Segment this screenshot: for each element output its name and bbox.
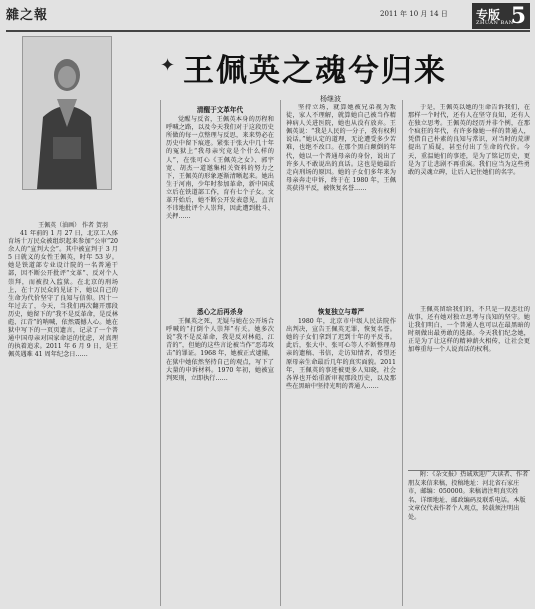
subheading: 恢复独立与尊严 bbox=[317, 308, 365, 316]
column-2 bbox=[166, 104, 274, 302]
byline: 杨继波 bbox=[320, 95, 341, 103]
section-sub: ZHUAN BAN bbox=[476, 20, 514, 26]
column-divider bbox=[280, 100, 281, 606]
column-3 bbox=[286, 104, 396, 302]
note-text: 附：《杂文报》热诚欢迎广大读者、作者朋友来信来稿，投稿地址：河北省石家庄市，邮编：050000。来稿请注明真实姓名、详细地址、邮政编码及联系电话。本版文章仅代表作者个人观点，转载须注明出处。 bbox=[408, 471, 529, 521]
column-4-lower bbox=[408, 306, 530, 466]
column-divider bbox=[402, 100, 403, 606]
column-2-lower bbox=[166, 306, 274, 606]
title-star-icon: ✦ bbox=[160, 55, 176, 76]
column-divider bbox=[160, 100, 161, 606]
paragraph: 王佩英留给我们的，不只是一段悲壮的故事，还有她对独立思考与良知的坚守。她让我们明白，一个普通人也可以在最黑暗的时刻做出最勇敢的选择。今天我们纪念她，正是为了让这样的精神薪火相传，让社会更加尊重每一个人说真话的权利。 bbox=[408, 306, 530, 354]
editor-note bbox=[408, 470, 530, 607]
column-3-lower bbox=[286, 306, 396, 606]
column-4 bbox=[408, 104, 530, 302]
paragraph: 41 年前的 1 月 27 日，北京工人体育场十万民众被组织起来参加“公审”20 余人的“宣判大会”。其中被宣判于 3 月 5 日就义的女性王佩英，时年 53 岁。她是铁道部专业设计院的一名普通干部，因不断公开批评“文革”、反对个人崇拜，而被投入监狱。在北京的刑场上，在十万民众的见证下，她以自己的生命为代价坚守了良知与信仰。四十一年过去了，今天，当我们再次翻开那段历史，她留下的“我不是反革命，是反林彪、江青”的呐喊，依然震撼人心。她在狱中写下的一页页遗言，记录了一个普通中国母亲对国家命运的忧虑，对真理的执着追求。2011 年 6 月 9 日，是王佩英遇难 41 周年纪念日…… bbox=[8, 230, 118, 359]
section-badge bbox=[472, 3, 530, 29]
issue-date: 2011 年 10 月 14 日 bbox=[380, 10, 448, 18]
header-rule bbox=[6, 30, 530, 32]
section-name: 专版 bbox=[476, 8, 501, 22]
portrait-photo bbox=[22, 36, 112, 190]
paragraph: 坚持立场，就算她被兄弟视为叛徒，家人不理解，就算她自己被当作精神病人关进医院，她也从没有放弃。王佩英说：“我是人民的一分子，我有权利说话。”她认定的道理，无论遭受多少苦难，也绝不改口。在那个黑白颠倒的年代，她以一个普通母亲的身份，说出了许多人不敢说出的真话。这也是她最后走向刑场的原因。她的子女们多年来为母亲奔走申诉，终于在 1980 年，王佩英获得平反，被恢复名誉…… bbox=[286, 104, 396, 192]
subheading: 清醒于文革年代 bbox=[196, 106, 244, 114]
article-title: 王佩英之魂兮归来 bbox=[183, 53, 447, 89]
paragraph: 王佩英之死，无疑与她在公开场合呼喊的“打倒个人崇拜”有关。她多次说“我不是反革命，我是反对林彪、江青的”，但她的这些言论被当作“恶毒攻击”的罪证。1968 年，她被正式逮捕，在狱中她依然坚持自己的观点，写下了大量的申诉材料。1970 年初，她被宣判死刑，立即执行…… bbox=[166, 318, 274, 382]
section-number: 5 bbox=[510, 3, 526, 29]
photo-caption: 王佩英（油画） 作者 贺羽 bbox=[38, 222, 108, 229]
paragraph: 1980 年，北京市中级人民法院作出判决，宣告王佩英无罪，恢复名誉。她的子女们拿到了迟到十年的平反书。此后，张大中、张可心等人不断整理母亲的遗稿、书信，走访知情者，希望还原母亲生命最后几年的真实面貌。2011 年，王佩英的事迹被更多人知晓，社会各界也开始重新审视那段历史，以及那些在黑暗中坚持光明的普通人…… bbox=[286, 318, 396, 390]
masthead: 雜之報 bbox=[6, 8, 49, 23]
paragraph: 于是，王佩英以她的生命告诉我们，在那样一个时代，还有人在坚守良知，还有人在独立思考。王佩英的经历并非个例，在那个疯狂的年代，有许多像她一样的普通人，凭借自己朴素的良知与常识，对当时的荒谬提出了质疑，甚至付出了生命的代价。今天，重温她们的事迹，是为了铭记历史，更是为了让悲剧不再重演。我们应当为这些勇敢的灵魂立碑，让后人记住她们的名字。 bbox=[408, 104, 530, 176]
column-1 bbox=[8, 230, 118, 608]
subheading: 悉心之后再杀身 bbox=[196, 308, 244, 316]
portrait-icon bbox=[23, 37, 111, 189]
paragraph: 觉醒与反省，王佩英本身的历程和呼喊之路，以及今天我们对于这段历史所做的每一点整理与反思，来来势必在历史中留下痕迹。紧张于张大中几十年的冤狱上“我母亲究竟是个什么样的人”，在张可心《王佩英之女》、郭宇宽、胡杰一道邀集相关资料的努力之下，王佩英的形象逐渐清晰起来。她出生于河南，少年时参加革命，新中国成立后在铁道部工作，育有七个子女。文革开始后，她不断公开发表意见，直言不讳地批评个人崇拜，因此遭到批斗、关押…… bbox=[166, 116, 274, 221]
